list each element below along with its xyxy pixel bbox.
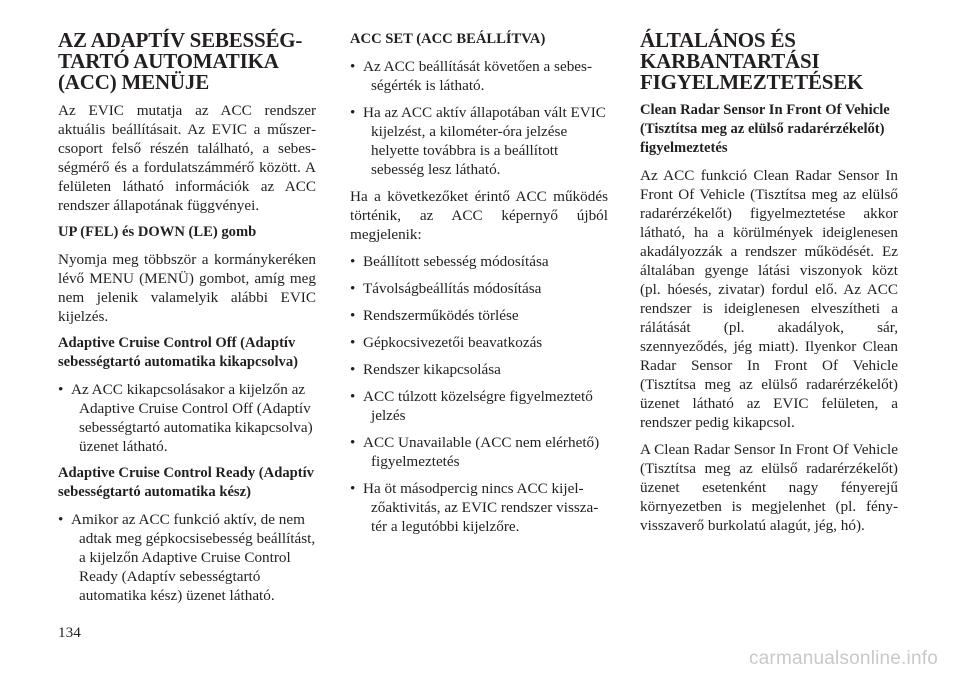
- subheading-up-down: UP (FEL) és DOWN (LE) gomb: [58, 224, 257, 240]
- bullet-glyph: •: [350, 104, 356, 121]
- list-item: • ACC Unavailable (ACC nem elérhető) figyelmeztetés: [350, 434, 600, 470]
- bullet-glyph: •: [350, 334, 356, 351]
- list-item: • Gépkocsivezetői beavatkozás: [350, 334, 543, 351]
- bullet-glyph: •: [350, 307, 356, 324]
- bullet-glyph: •: [58, 511, 64, 528]
- bullet-list-acc-events: [350, 252, 608, 536]
- list-item: • Ha az ACC aktív állapotában vált EVIC kijelzést, a kilométer-óra jelzése helyette továbbra is a beállított sebesség lesz látható.: [350, 104, 606, 178]
- paragraph-clean-radar-2: A Clean Radar Sensor In Front Of Vehicle (Tisztítsa meg az elülső radarérzékelőt) üzenet esetenként nagy fényerejű környezetben is megjelenhet (pl. fényvisszaverő burkolatú alagút, jég, hó).: [640, 441, 898, 534]
- heading-line: TARTÓ AUTOMATIKA: [58, 49, 279, 73]
- watermark: carmanualsonline.info: [748, 648, 938, 669]
- section-heading-general-warnings: [640, 30, 898, 93]
- list-item: • Beállított sebesség módosítása: [350, 253, 549, 270]
- list-item: • Amikor az ACC funkció aktív, de nem adtak meg gépkocsisebesség beállítást, a kijelzőn Adaptive Cruise Control Ready (Adaptív sebességtartó automatika kész) üzenet látható.: [58, 511, 316, 604]
- bullet-list-acc-set: [350, 57, 608, 179]
- column-right: [640, 30, 898, 543]
- list-item: • ACC túlzott közelségre figyelmeztető jelzés: [350, 388, 593, 424]
- bullet-glyph: •: [350, 361, 356, 378]
- paragraph-menu-button: Nyomja meg többször a kormánykeréken lévő MENU (MENÜ) gombot, amíg meg nem jelenik valamelyik alábbi EVIC kijelzés.: [58, 251, 316, 325]
- column-left: [58, 30, 316, 613]
- list-item: • Az ACC beállítását követően a sebességérték is látható.: [350, 58, 593, 94]
- list-item: • Rendszerműködés törlése: [350, 307, 519, 324]
- bullet-glyph: •: [350, 388, 356, 405]
- list-item: • Rendszer kikapcsolása: [350, 361, 501, 378]
- section-heading-acc-menu: [58, 30, 316, 93]
- heading-line: FIGYELMEZTETÉSEK: [640, 70, 864, 94]
- heading-line: (ACC) MENÜJE: [58, 70, 209, 94]
- bullet-glyph: •: [350, 280, 356, 297]
- subheading-acc-set: ACC SET (ACC BEÁLLÍTVA): [350, 31, 546, 47]
- intro-paragraph: Az EVIC mutatja az ACC rendszer aktuális beállításait. Az EVIC a műszercsoport felső részén található, a sebességmérő és a fordulatszámmérő között. A felületen látható információk az ACC rendszer állapotának függvényei.: [58, 102, 316, 214]
- subheading-acc-ready: Adaptive Cruise Control Ready (Adaptív sebességtartó automatika kész): [58, 465, 314, 500]
- paragraph-clean-radar-1: Az ACC funkció Clean Radar Sensor In Front Of Vehicle (Tisztítsa meg az elülső radarérzékelőt) figyelmeztetése akkor látható, ha a körülmények ideiglenesen akadályozzák a rendszer működését. Ez általában gyenge látási viszonyok közt (pl. hóesés, zivatar) fordul elő. Az ACC rendszer is ideiglenesen elveszítheti a rálátását (pl. akadályok, sár, szennyeződés, jég miatt). Ilyenkor Clean Radar Sensor In Front Of Vehicle (Tisztítsa meg az elülső radarérzékelőt) üzenet látható az EVIC felületen, a rendszer pedig kikapcsol.: [640, 167, 898, 431]
- subheading-clean-radar: Clean Radar Sensor In Front Of Vehicle (Tisztítsa meg az elülső radarérzékelőt) figyelmeztetés: [640, 102, 890, 156]
- page-number: 134: [58, 624, 81, 641]
- column-middle: [350, 30, 608, 544]
- bullet-list-acc-off: [58, 380, 316, 456]
- bullet-glyph: •: [350, 480, 356, 497]
- bullet-glyph: •: [350, 253, 356, 270]
- heading-line: ÁLTALÁNOS ÉS: [640, 28, 796, 52]
- bullet-list-acc-ready: [58, 510, 316, 605]
- list-item: • Távolságbeállítás módosítása: [350, 280, 542, 297]
- bullet-glyph: •: [350, 58, 356, 75]
- paragraph-acc-reappears: Ha a következőket érintő ACC működés történik, az ACC képernyő újból megjelenik:: [350, 188, 608, 243]
- bullet-glyph: •: [58, 381, 64, 398]
- heading-line: AZ ADAPTÍV SEBESSÉG-: [58, 28, 303, 52]
- list-item: • Ha öt másodpercig nincs ACC kijelzőaktivitás, az EVIC rendszer visszatér a legutóbbi kijelzőre.: [350, 480, 599, 535]
- bullet-glyph: •: [350, 434, 356, 451]
- subheading-acc-off: Adaptive Cruise Control Off (Adaptív sebességtartó automatika kikapcsolva): [58, 335, 298, 370]
- list-item: • Az ACC kikapcsolásakor a kijelzőn az Adaptive Cruise Control Off (Adaptív sebességtartó automatika kikapcsolva) üzenet látható.: [58, 381, 313, 455]
- heading-line: KARBANTARTÁSI: [640, 49, 820, 73]
